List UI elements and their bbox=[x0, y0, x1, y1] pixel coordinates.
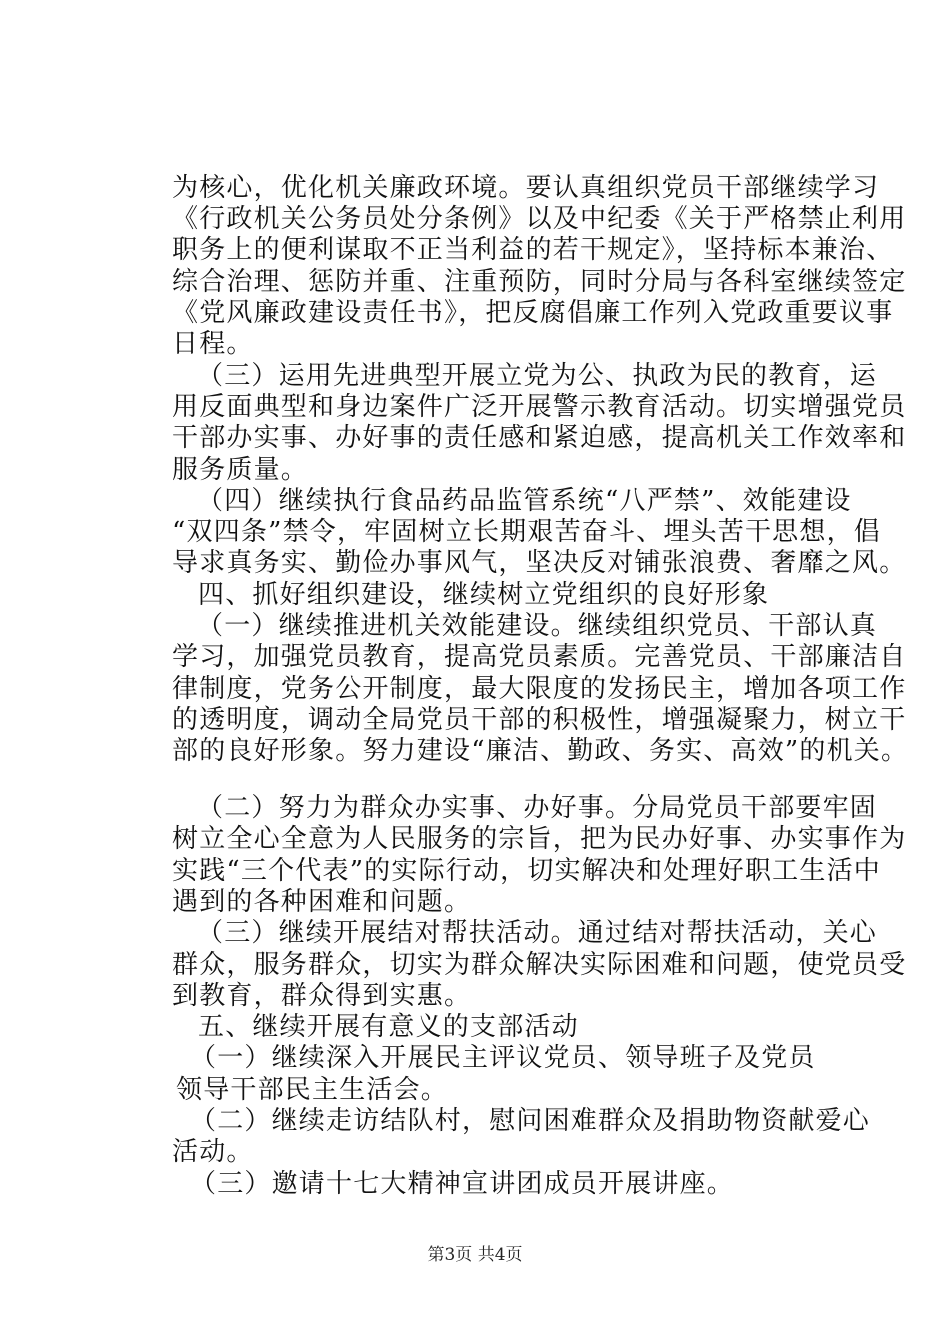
body-line: （一）继续深入开展民主评议党员、领导班子及党员 bbox=[190, 1043, 816, 1073]
body-line: 导求真务实、勤俭办事风气，坚决反对铺张浪费、奢靡之风。 bbox=[172, 548, 907, 578]
body-line: 《党风廉政建设责任书》，把反腐倡廉工作列入党政重要议事 bbox=[172, 298, 894, 328]
body-line: 为核心，优化机关廉政环境。要认真组织党员干部继续学习 bbox=[172, 173, 880, 203]
body-line: 领导干部民主生活会。 bbox=[176, 1075, 449, 1105]
body-line: （三）邀请十七大精神宣讲团成员开展讲座。 bbox=[190, 1169, 735, 1199]
body-line: 活动。 bbox=[172, 1137, 254, 1167]
body-line: 干部办实事、办好事的责任感和紧迫感，提高机关工作效率和 bbox=[172, 423, 907, 453]
page-number-footer: 第3页 共4页 bbox=[427, 1245, 523, 1265]
body-line: （四）继续执行食品药品监管系统“八严禁”、效能建设 bbox=[197, 486, 852, 516]
body-line: （二）继续走访结队村，慰问困难群众及捐助物资献爱心 bbox=[190, 1106, 871, 1136]
body-line: “双四条”禁令，牢固树立长期艰苦奋斗、埋头苦干思想，倡 bbox=[172, 517, 881, 547]
body-line: 服务质量。 bbox=[172, 455, 309, 485]
body-line: 职务上的便利谋取不正当利益的若干规定》，坚持标本兼治、 bbox=[172, 235, 894, 265]
section-heading: 五、继续开展有意义的支部活动 bbox=[198, 1012, 579, 1042]
body-line: 综合治理、惩防并重、注重预防，同时分局与各科室继续签定 bbox=[172, 267, 907, 297]
body-line: 实践“三个代表”的实际行动，切实解决和处理好职工生活中 bbox=[172, 856, 881, 886]
body-line: （三）运用先进典型开展立党为公、执政为民的教育，运 bbox=[197, 361, 878, 391]
body-line: 群众，服务群众，切实为群众解决实际困难和问题，使党员受 bbox=[172, 950, 907, 980]
section-heading: 四、抓好组织建设，继续树立党组织的良好形象 bbox=[198, 580, 770, 610]
body-line: （一）继续推进机关效能建设。继续组织党员、干部认真 bbox=[197, 611, 878, 641]
body-line: 树立全心全意为人民服务的宗旨，把为民办好事、办实事作为 bbox=[172, 824, 907, 854]
body-line: 律制度，党务公开制度，最大限度的发扬民主，增加各项工作 bbox=[172, 674, 907, 704]
body-line: 《行政机关公务员处分条例》以及中纪委《关于严格禁止利用 bbox=[172, 204, 907, 234]
body-line: （二）努力为群众办实事、办好事。分局党员干部要牢固 bbox=[197, 793, 878, 823]
body-line: 学习，加强党员教育，提高党员素质。完善党员、干部廉洁自 bbox=[172, 642, 907, 672]
body-line: 遇到的各种困难和问题。 bbox=[172, 887, 472, 917]
body-line: 部的良好形象。努力建设“廉洁、勤政、务实、高效”的机关。 bbox=[172, 736, 909, 766]
body-line: 的透明度，调动全局党员干部的积极性，增强凝聚力，树立干 bbox=[172, 705, 907, 735]
body-line: 日程。 bbox=[172, 329, 254, 359]
body-line: （三）继续开展结对帮扶活动。通过结对帮扶活动，关心 bbox=[197, 918, 878, 948]
body-line: 用反面典型和身边案件广泛开展警示教育活动。切实增强党员 bbox=[172, 392, 907, 422]
body-line: 到教育，群众得到实惠。 bbox=[172, 981, 472, 1011]
